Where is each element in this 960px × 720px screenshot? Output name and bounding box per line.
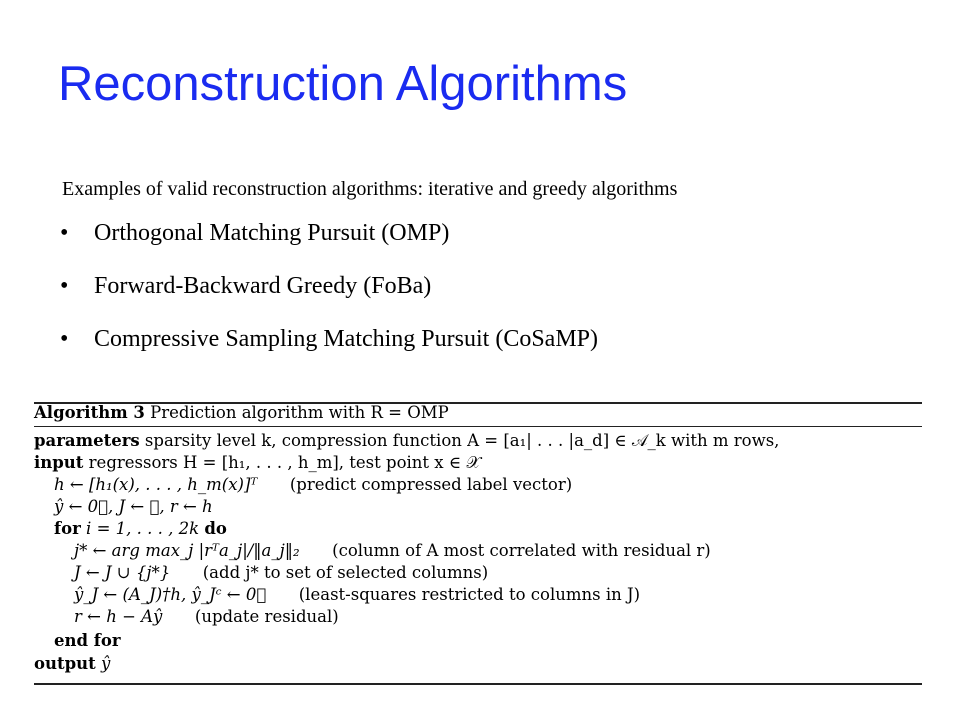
algo-line-input xyxy=(34,453,481,473)
algo-line-h xyxy=(54,475,572,494)
slide-title: Reconstruction Algorithms xyxy=(58,57,628,111)
init-assignment: ŷ ← 0⃗, J ← ∅, r ← h xyxy=(54,497,213,516)
algorithm-heading xyxy=(34,403,449,422)
bullet-icon: • xyxy=(60,273,69,299)
algorithm-label: Algorithm 3 xyxy=(34,403,145,422)
yJ-assignment: ŷ_J ← (A_J)†h, ŷ_Jᶜ ← 0⃗ xyxy=(74,585,267,604)
algo-line-for xyxy=(54,519,227,538)
J-assignment: J ← J ∪ {j*} xyxy=(74,563,171,582)
algorithm-caption: Prediction algorithm with R = OMP xyxy=(150,403,449,422)
list-item xyxy=(60,216,598,269)
r-assignment: r ← h − Aŷ xyxy=(74,607,163,626)
h-assignment: h ← [h₁(x), . . . , h_m(x)]ᵀ xyxy=(54,475,258,494)
J-comment: (add j* to set of selected columns) xyxy=(202,563,489,582)
list-item xyxy=(60,269,598,322)
parameters-text: sparsity level k, compression function A = [a₁| . . . |a_d] ∈ 𝒜_k with m rows, xyxy=(144,431,780,450)
r-comment: (update residual) xyxy=(194,607,339,626)
algo-line-J xyxy=(74,563,488,582)
parameters-keyword: parameters xyxy=(34,431,140,450)
algo-line-parameters xyxy=(34,431,779,451)
for-range: i = 1, . . . , 2k xyxy=(86,519,200,538)
bullet-text: Compressive Sampling Matching Pursuit (CoSaMP) xyxy=(94,326,598,352)
endfor-keyword: end for xyxy=(54,631,121,650)
output-keyword: output xyxy=(34,654,96,673)
heading-rule xyxy=(34,426,922,427)
bottom-rule xyxy=(34,683,922,685)
algo-line-r xyxy=(74,607,339,626)
bullet-text: Forward-Backward Greedy (FoBa) xyxy=(94,273,432,299)
do-keyword: do xyxy=(204,519,227,538)
algo-line-jstar xyxy=(74,541,711,560)
bullet-text: Orthogonal Matching Pursuit (OMP) xyxy=(94,220,450,246)
jstar-comment: (column of A most correlated with residual r) xyxy=(332,541,711,560)
intro-text: Examples of valid reconstruction algorithms: iterative and greedy algorithms xyxy=(62,178,678,200)
algo-line-endfor xyxy=(54,631,121,650)
algo-line-yJ xyxy=(74,585,640,604)
input-text: regressors H = [h₁, . . . , h_m], test point x ∈ 𝒳 xyxy=(88,453,481,472)
list-item xyxy=(60,322,598,375)
for-keyword: for xyxy=(54,519,81,538)
input-keyword: input xyxy=(34,453,84,472)
algo-line-init xyxy=(54,497,213,516)
output-text: ŷ xyxy=(101,654,111,673)
h-comment: (predict compressed label vector) xyxy=(289,475,573,494)
bullet-icon: • xyxy=(60,220,69,246)
algorithm-box xyxy=(34,398,922,688)
bullet-icon: • xyxy=(60,326,69,352)
yJ-comment: (least-squares restricted to columns in J) xyxy=(298,585,641,604)
bullet-list xyxy=(60,216,598,375)
algo-line-output xyxy=(34,654,110,673)
jstar-assignment: j* ← arg max_j |rᵀa_j|/‖a_j‖₂ xyxy=(74,541,300,560)
